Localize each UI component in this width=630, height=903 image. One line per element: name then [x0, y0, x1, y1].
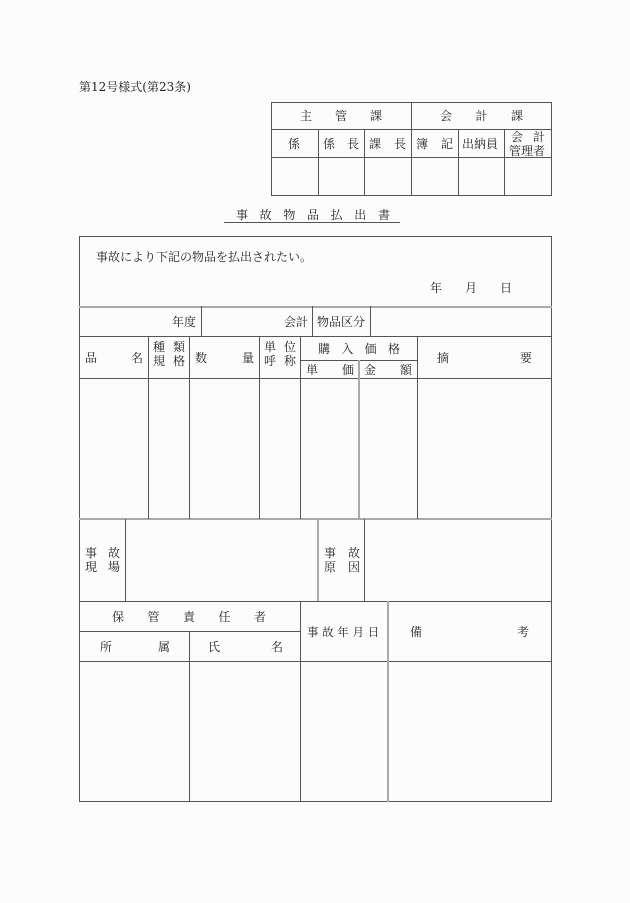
role-kakari: 係 — [288, 137, 301, 151]
header-quantity: 数 量 — [195, 351, 254, 365]
item-amount-field[interactable] — [360, 379, 417, 518]
date-month-label: 月 — [465, 281, 478, 295]
item-summary-field[interactable] — [418, 379, 551, 518]
accident-date-header: 事 故 年 月 日 — [307, 625, 380, 639]
remarks-field[interactable] — [389, 662, 551, 801]
affiliation-header: 所 属 — [100, 640, 170, 654]
item-category-label: 物品区分 — [317, 315, 366, 329]
header-unit-price: 単 価 — [306, 363, 354, 377]
fiscal-year-label: 年度 — [172, 315, 197, 329]
affiliation-field[interactable] — [80, 662, 189, 801]
stamp-cell-kakari[interactable] — [272, 158, 318, 195]
document-title: 事 故 物 品 払 出 書 — [236, 208, 390, 222]
date-year-field[interactable] — [390, 276, 428, 296]
custodian-name-field[interactable] — [190, 662, 300, 801]
account-label: 会計 — [284, 315, 309, 329]
stamp-cell-kacho[interactable] — [365, 158, 411, 195]
accident-site-field[interactable] — [126, 520, 317, 601]
stamp-cell-kaikei-kanrisha[interactable] — [505, 158, 551, 195]
item-unit-price-field[interactable] — [301, 379, 358, 518]
header-type-spec: 種 類 規 格 — [153, 340, 185, 368]
header-amount: 金 額 — [364, 363, 412, 377]
name-header: 氏 名 — [208, 640, 283, 654]
stamp-cell-kakaricho[interactable] — [319, 158, 364, 195]
custodian-header: 保 管 責 任 者 — [112, 610, 266, 624]
date-day-field[interactable] — [480, 276, 498, 296]
header-purchase-price: 購 入 価 格 — [318, 342, 400, 356]
remarks-header: 備 考 — [410, 625, 529, 639]
header-item-name: 品 名 — [85, 351, 143, 365]
accident-date-field[interactable] — [301, 662, 387, 801]
fiscal-year-field[interactable] — [80, 307, 168, 336]
stamp-cell-suitoin[interactable] — [459, 158, 504, 195]
item-category-field[interactable] — [371, 307, 551, 336]
form-number: 第12号様式(第23条) — [79, 80, 191, 94]
date-month-field[interactable] — [445, 276, 463, 296]
item-unit-field[interactable] — [260, 379, 300, 518]
item-type-spec-field[interactable] — [149, 379, 189, 518]
role-boki: 簿 記 — [416, 137, 453, 151]
role-kaikei-kanrisha: 会 計 管理者 — [509, 130, 546, 158]
request-statement: 事故により下記の物品を払出されたい。 — [96, 250, 313, 264]
header-summary: 摘 要 — [437, 351, 532, 365]
accident-cause-field[interactable] — [365, 520, 551, 601]
role-suitoin: 出納員 — [462, 137, 499, 151]
item-quantity-field[interactable] — [190, 379, 259, 518]
date-year-label: 年 — [430, 281, 443, 295]
header-unit: 単 位 呼 称 — [264, 340, 296, 368]
title-underline — [224, 222, 400, 223]
stamp-cell-boki[interactable] — [412, 158, 458, 195]
accident-cause-label: 事 故 原 因 — [324, 546, 360, 574]
approval-group-accounting-section: 会 計 課 — [440, 109, 523, 123]
accident-site-label: 事 故 現 場 — [85, 546, 120, 574]
date-day-label: 日 — [500, 281, 513, 295]
role-kakaricho: 係 長 — [323, 137, 359, 151]
role-kacho: 課 長 — [369, 137, 406, 151]
account-field[interactable] — [202, 307, 282, 336]
item-name-field[interactable] — [80, 379, 148, 518]
approval-group-main-section: 主 管 課 — [300, 109, 382, 123]
